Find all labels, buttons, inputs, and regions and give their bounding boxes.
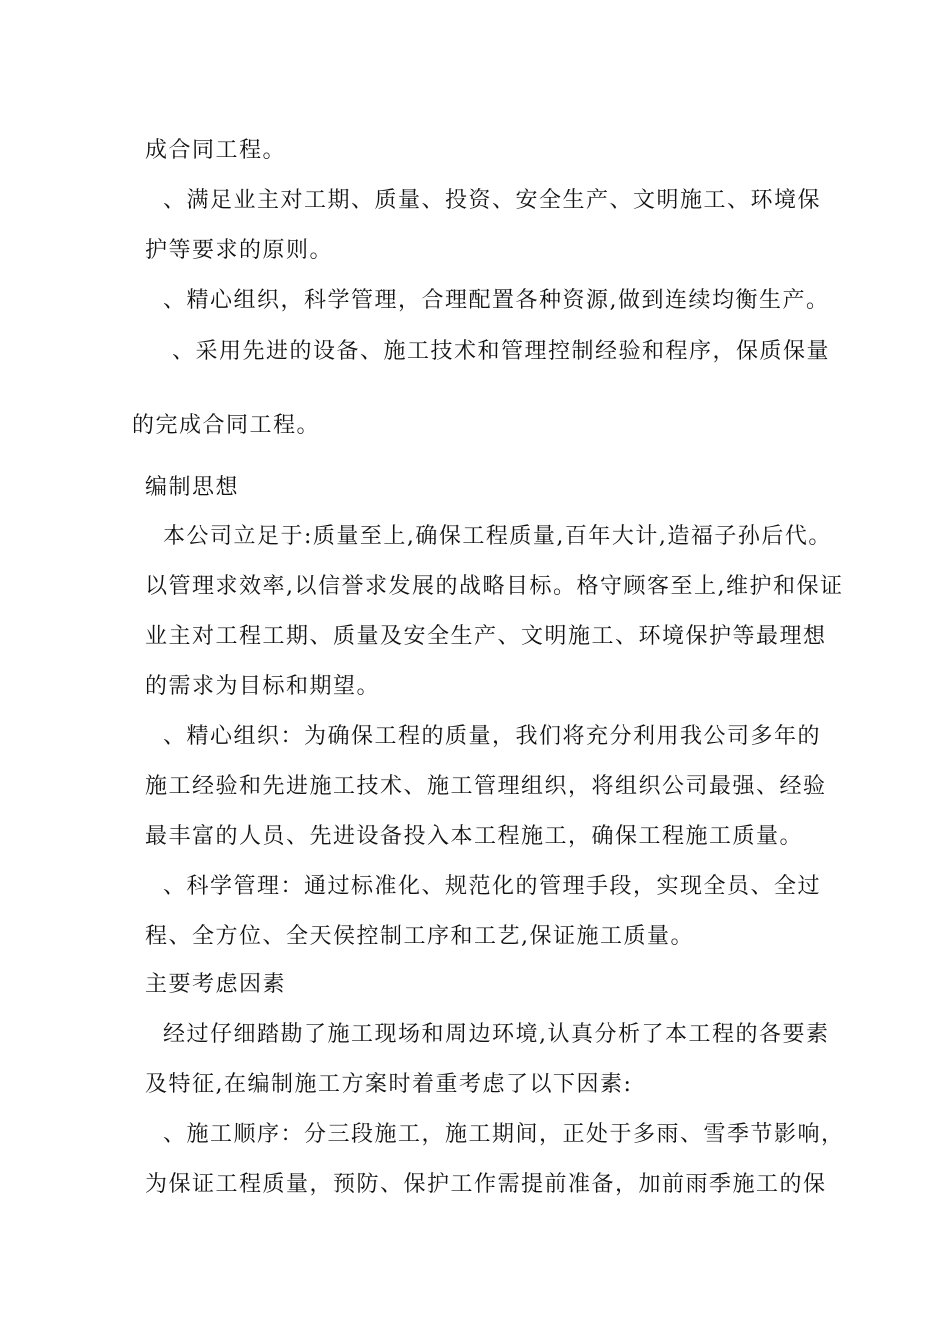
text-line: 护等要求的原则。 <box>145 238 334 263</box>
text-line: 的完成合同工程。 <box>132 413 321 438</box>
text-line: 、科学管理：通过标准化、规范化的管理手段，实现全员、全过 <box>163 874 822 899</box>
section-heading: 编制思想 <box>145 475 240 500</box>
text-line: 、施工顺序：分三段施工，施工期间，正处于多雨、雪季节影响， <box>163 1122 845 1147</box>
text-line: 本公司立足于:质量至上,确保工程质量,百年大计,造福子孙后代。 <box>163 524 832 549</box>
section-heading: 主要考虑因素 <box>145 972 287 997</box>
text-line: 为保证工程质量，预防、保护工作需提前准备，加前雨季施工的保 <box>145 1172 827 1197</box>
text-line: 的需求为目标和期望。 <box>145 674 381 699</box>
text-line: 最丰富的人员、先进设备投入本工程施工，确保工程施工质量。 <box>145 824 804 849</box>
text-line: 施工经验和先进施工技术、施工管理组织，将组织公司最强、经验 <box>145 774 827 799</box>
text-line: 业主对工程工期、质量及安全生产、文明施工、环境保护等最理想 <box>145 624 827 649</box>
text-line: 程、全方位、全天侯控制工序和工艺,保证施工质量。 <box>145 924 694 949</box>
text-line: 以管理求效率,以信誉求发展的战略目标。格守顾客至上,维护和保证 <box>145 574 844 599</box>
text-line: 、采用先进的设备、施工技术和管理控制经验和程序，保质保量 <box>172 339 831 364</box>
text-line: 经过仔细踏勘了施工现场和周边环境,认真分析了本工程的各要素 <box>163 1022 830 1047</box>
text-line: 及特征,在编制施工方案时着重考虑了以下因素: <box>145 1072 633 1097</box>
text-line: 、精心组织：为确保工程的质量，我们将充分利用我公司多年的 <box>163 724 822 749</box>
text-line: 成合同工程。 <box>145 138 287 163</box>
text-line: 、满足业主对工期、质量、投资、安全生产、文明施工、环境保 <box>163 188 822 213</box>
text-line: 、精心组织，科学管理，合理配置各种资源,做到连续均衡生产。 <box>163 288 830 313</box>
